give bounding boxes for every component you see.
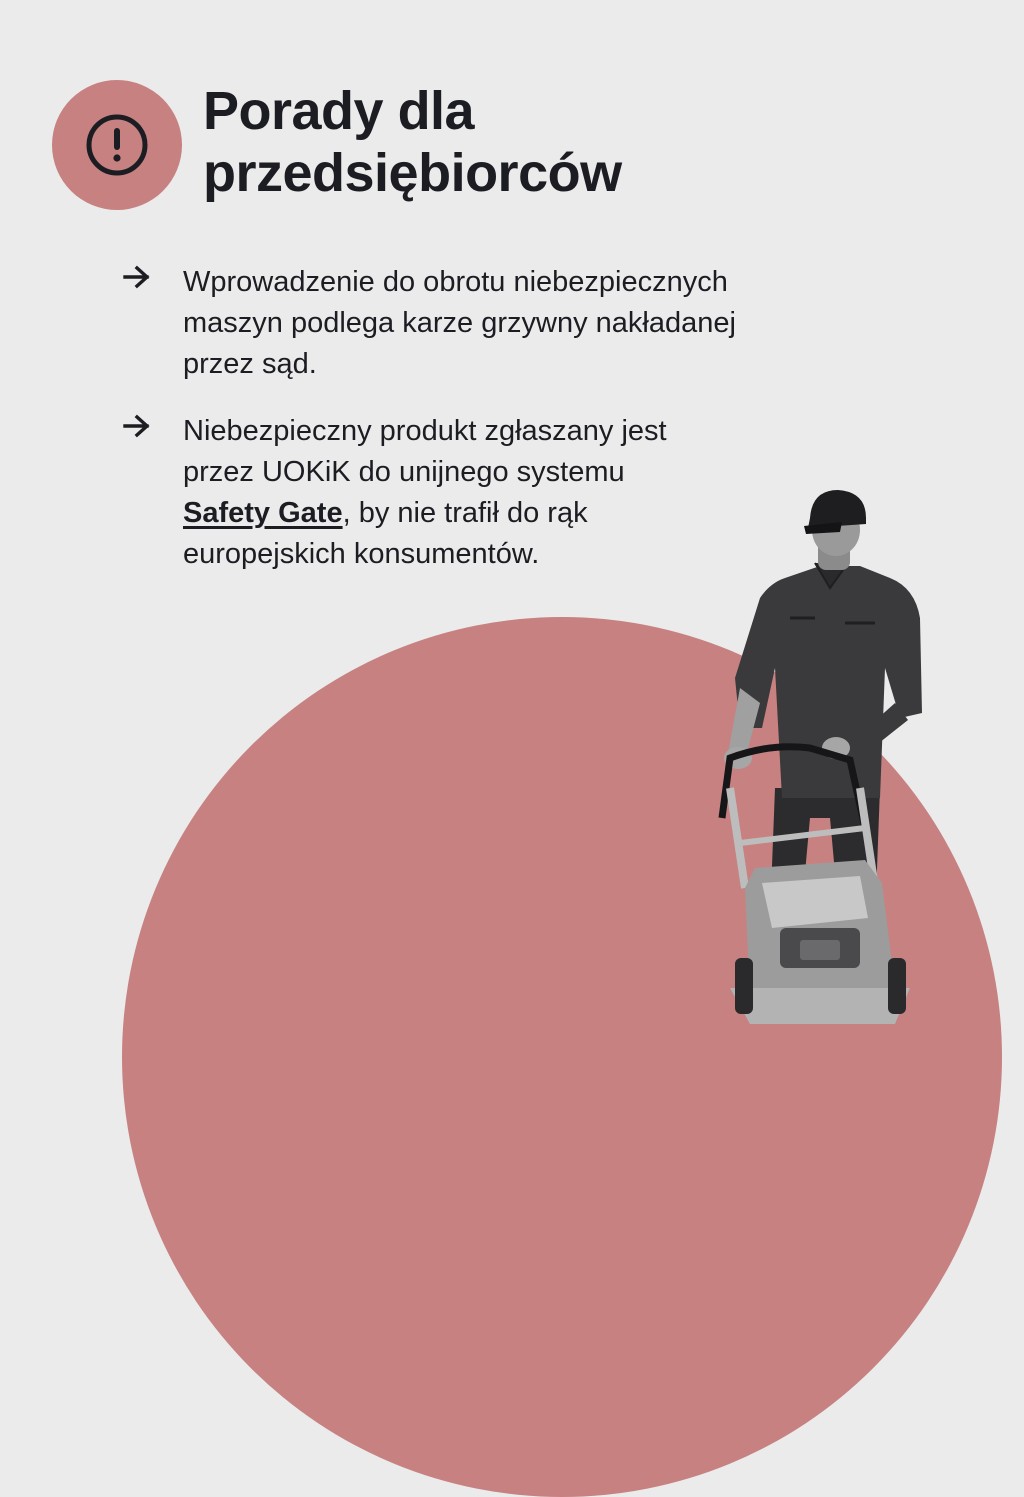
bullet-line: europejskich konsumentów. — [183, 538, 540, 570]
bullet-line: przez UOKiK do unijnego systemu — [183, 456, 625, 488]
title-line-2: przedsiębiorców — [203, 143, 622, 203]
page-title — [203, 80, 903, 204]
title-line-1: Porady dla — [203, 81, 475, 141]
exclamation-circle-icon — [85, 113, 149, 177]
bullet-line: przez sąd. — [183, 348, 317, 380]
safety-gate-link[interactable]: Safety Gate — [183, 497, 343, 529]
bullet-text — [183, 262, 842, 385]
alert-badge — [52, 80, 182, 210]
bullet-line: maszyn podlega karze grzywny nakładanej — [183, 307, 736, 339]
list-item — [122, 262, 842, 385]
arrow-right-icon — [122, 264, 152, 290]
bullet-line: Niebezpieczny produkt zgłaszany jest — [183, 415, 667, 447]
bullet-line-rest: , by nie trafił do rąk — [342, 497, 588, 529]
bullet-line: Wprowadzenie do obrotu niebezpiecznych — [183, 266, 728, 298]
lawn-mower-worker-photo — [690, 488, 940, 1024]
arrow-right-icon — [122, 413, 152, 439]
